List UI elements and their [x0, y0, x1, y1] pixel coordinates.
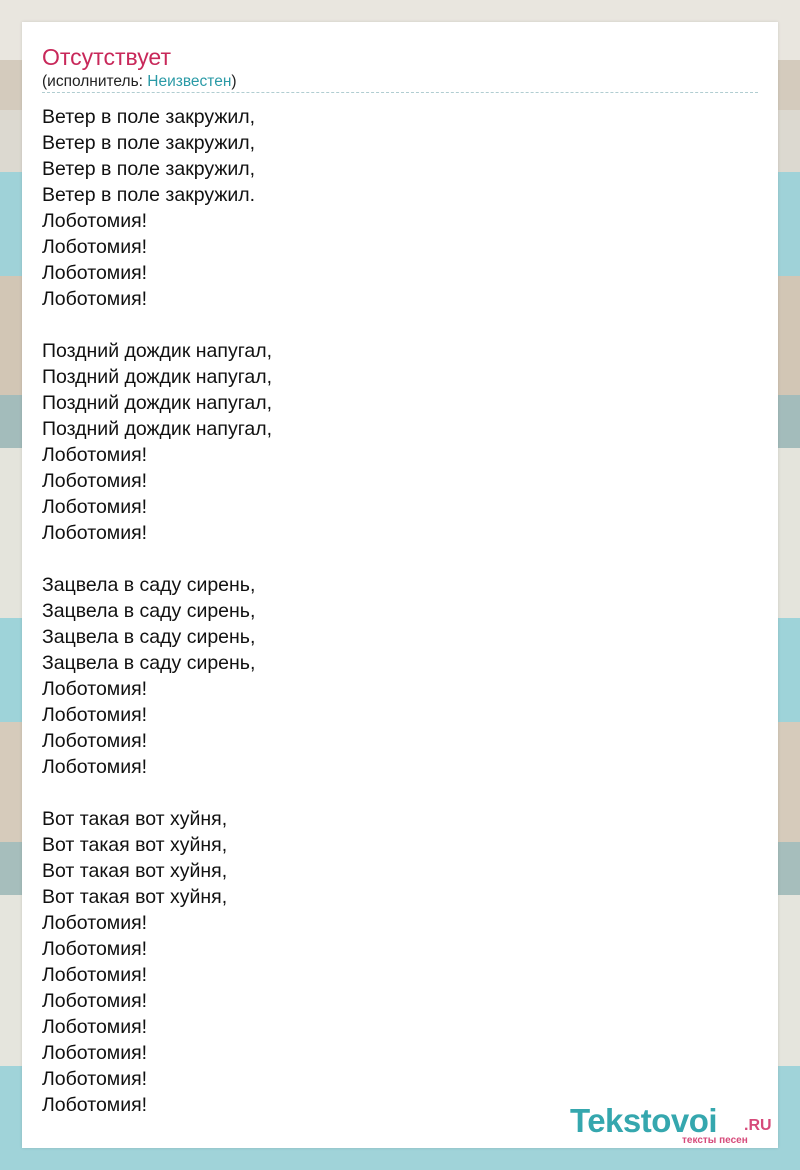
lyric-line: Лоботомия! [42, 236, 148, 258]
lyric-line: Лоботомия! [42, 496, 148, 518]
lyric-line: Лоботомия! [42, 470, 148, 492]
lyric-line: Лоботомия! [42, 964, 148, 986]
lyric-line: Лоботомия! [42, 288, 148, 310]
lyric-line: Лоботомия! [42, 990, 148, 1012]
lyric-line: Ветер в поле закружил. [42, 184, 256, 206]
stanza-break [42, 546, 272, 572]
lyric-line: Лоботомия! [42, 262, 148, 284]
song-title: Отсутствует [42, 44, 171, 70]
lyric-line: Лоботомия! [42, 522, 148, 544]
title-divider [42, 92, 758, 93]
lyric-line: Ветер в поле закружил, [42, 106, 256, 128]
lyric-line: Лоботомия! [42, 444, 148, 466]
lyric-line: Лоботомия! [42, 1094, 148, 1116]
lyric-line: Зацвела в саду сирень, [42, 626, 256, 648]
logo-wordmark: Tekstovoi [570, 1102, 718, 1139]
lyric-line: Поздний дождик напугал, [42, 392, 273, 414]
lyric-line: Вот такая вот хуйня, [42, 860, 228, 882]
lyric-line: Вот такая вот хуйня, [42, 886, 228, 908]
lyric-line: Лоботомия! [42, 678, 148, 700]
lyric-line: Лоботомия! [42, 1068, 148, 1090]
lyric-line: Поздний дождик напугал, [42, 418, 273, 440]
lyrics-card [22, 22, 778, 1148]
lyric-line: Ветер в поле закружил, [42, 132, 256, 154]
artist-suffix: ) [231, 73, 237, 90]
logo-tagline: тексты песен [682, 1135, 748, 1146]
lyric-line: Зацвела в саду сирень, [42, 652, 256, 674]
lyric-line: Лоботомия! [42, 912, 148, 934]
lyric-line: Лоботомия! [42, 756, 148, 778]
artist-line [42, 72, 237, 92]
lyric-line: Поздний дождик напугал, [42, 340, 273, 362]
artist-link[interactable]: Неизвестен [147, 73, 232, 90]
lyric-line: Лоботомия! [42, 704, 148, 726]
lyric-line: Лоботомия! [42, 1016, 148, 1038]
stanza-break [42, 312, 272, 338]
lyric-line: Лоботомия! [42, 730, 148, 752]
lyric-line: Зацвела в саду сирень, [42, 600, 256, 622]
lyric-line: Зацвела в саду сирень, [42, 574, 256, 596]
stanza-break [42, 780, 272, 806]
lyric-line: Лоботомия! [42, 210, 148, 232]
logo-domain: .RU [744, 1117, 772, 1134]
lyrics-text [42, 104, 272, 1118]
lyric-line: Ветер в поле закружил, [42, 158, 256, 180]
lyric-line: Поздний дождик напугал, [42, 366, 273, 388]
artist-prefix: (исполнитель: [42, 73, 148, 90]
lyric-line: Лоботомия! [42, 938, 148, 960]
lyric-line: Вот такая вот хуйня, [42, 808, 228, 830]
lyric-line: Вот такая вот хуйня, [42, 834, 228, 856]
lyric-line: Лоботомия! [42, 1042, 148, 1064]
site-logo[interactable] [570, 1102, 775, 1146]
